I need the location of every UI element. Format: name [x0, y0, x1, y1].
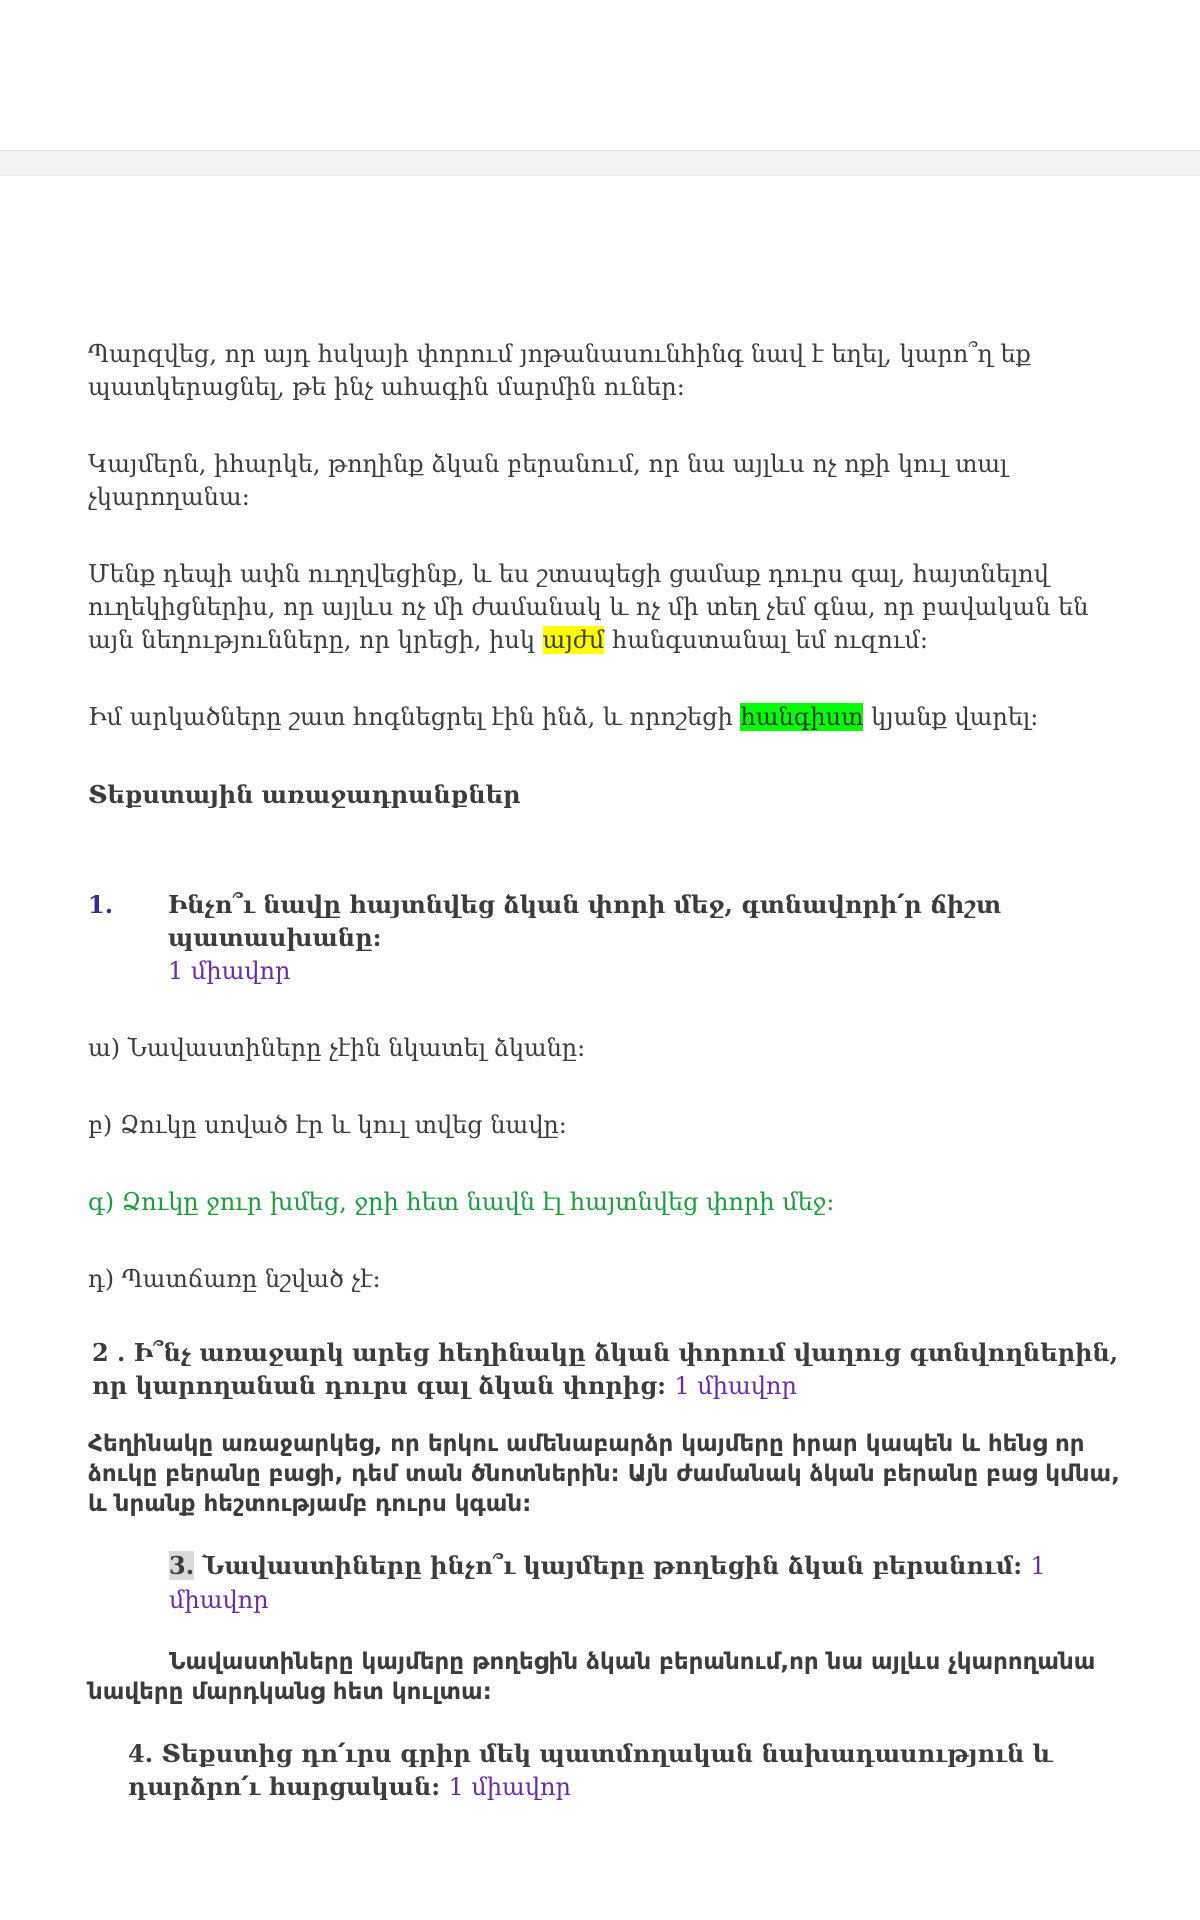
- paragraph-3-text-a: Մենք դեպի ափն ուղղվեցինք, և ես շտապեցի ցամաք դուրս գալ, հայտնելով ուղեկիցներիս, որ այլևս ոչ մի ժամանակ և ոչ մի տեղ չեմ գնա, որ բավական են այն նեղությունները, որ կրեցի, իսկ: [88, 560, 1089, 654]
- question-4-points: 1 միավոր: [448, 1773, 571, 1801]
- answer-option-a: ա) Նավաստիները չէին նկատել ձկանը:: [88, 1034, 586, 1062]
- question-4: [88, 1737, 1128, 1804]
- question-2-answer: Հեղինակը առաջարկեց, որ երկու ամենաբարձր կայմերը իրար կապեն և հենց որ ձուկը բերանը բացի, դեմ տան ծնոտներին: Այն ժամանակ ձկան բերանը բաց կմնա, և նրանք հեշտությամբ դուրս կգան:: [88, 1431, 1120, 1517]
- top-blank-area: [0, 0, 1200, 150]
- question-2-text: Ի՞նչ առաջարկ արեց հեղինակը ձկան փորում վաղուց գտնվողներին, որ կարողանան դուրս գալ ձկան փորից:: [92, 1338, 1119, 1400]
- highlight-green: հանգիստ: [740, 703, 864, 731]
- answer-option-d: դ) Պատճառը նշված չէ:: [88, 1265, 381, 1293]
- answer-option-c-correct: գ) Ձուկը ջուր խմեց, ջրի հետ նավն էլ հայտնվեց փորի մեջ:: [88, 1188, 835, 1216]
- paragraph-4-text-b: կյանք վարել:: [871, 703, 1039, 731]
- paragraph-3: [88, 558, 1128, 657]
- question-3-points: 1 միավոր: [169, 1552, 1046, 1614]
- page-separator: [0, 150, 1200, 176]
- question-1-text: Ինչո՞ւ նավը հայտնվեց ձկան փորի մեջ, գտնավորի՛ր ճիշտ պատասխանը:: [168, 890, 1002, 952]
- question-4-number: 4.: [128, 1739, 154, 1768]
- section-title: Տեքստային առաջադրանքներ: [88, 780, 521, 809]
- question-2: [88, 1336, 1128, 1403]
- question-3: [88, 1549, 1128, 1617]
- question-2-points: 1 միավոր: [674, 1372, 797, 1400]
- question-1-points: 1 միավոր: [168, 957, 291, 985]
- paragraph-4: [88, 701, 1128, 734]
- question-1: [88, 888, 1128, 988]
- question-2-number: 2 .: [92, 1338, 126, 1367]
- paragraph-2: Կայմերն, իհարկե, թողինք ձկան բերանում, որ նա այլևս ոչ ոքի կուլ տալ չկարողանա:: [88, 450, 1008, 511]
- document-body: [88, 338, 1128, 1804]
- paragraph-4-text-a: Իմ արկածները շատ հոգնեցրել էին ինձ, և որոշեցի: [88, 703, 733, 731]
- question-1-number: 1.: [88, 890, 114, 919]
- answer-option-b: բ) Ձուկը սոված էր և կուլ տվեց նավը:: [88, 1111, 567, 1139]
- question-3-answer: Նավաստիները կայմերը թողեցին ձկան բերանում,որ նա այլևս չկարողանա նավերը մարդկանց հետ կուլտա:: [88, 1649, 1096, 1705]
- paragraph-1: Պարզվեց, որ այդ հսկայի փորում յոթանասունհինգ նավ է եղել, կարո՞ղ եք պատկերացնել, թե ինչ ահագին մարմին ուներ:: [88, 340, 1031, 401]
- question-3-text: Նավաստիները ինչո՞ւ կայմերը թողեցին ձկան բերանում:: [202, 1551, 1023, 1580]
- paragraph-3-text-b: հանգստանալ եմ ուզում:: [611, 626, 928, 654]
- question-3-number: 3.: [169, 1551, 195, 1580]
- question-4-text: Տեքստից դո՛ւրս գրիր մեկ պատմողական նախադասություն և դարձրո՛ւ հարցական:: [128, 1739, 1053, 1801]
- highlight-yellow: այժմ: [542, 626, 605, 654]
